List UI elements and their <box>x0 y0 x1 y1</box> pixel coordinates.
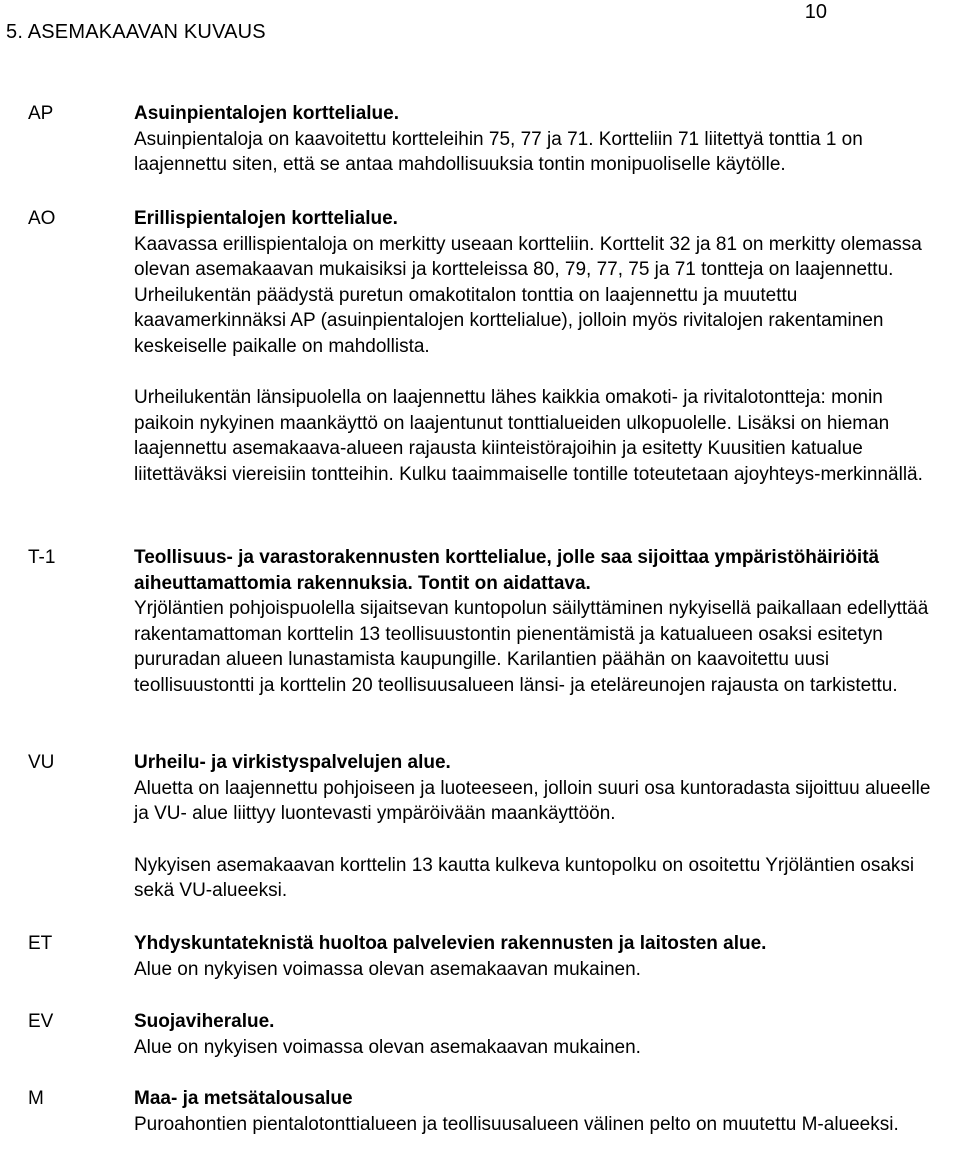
paragraph: Alue on nykyisen voimassa olevan asemakaavan mukainen. <box>134 958 641 980</box>
paragraph: Yrjöläntien pohjoispuolella sijaitsevan kuntopolun säilyttäminen nykyisellä paikallaan edellyttää rakentamattoman korttelin 13 teollisuustontin pienentämistä ja katualueen osaksi esitetyn pururadan alueen lunastamista kaupungille. Karilantien päähän on kaavoitettu uusi teollisuustontti ja korttelin 20 teollisuusalueen länsi- ja eteläreunojen rajausta on tarkistettu. <box>134 598 929 696</box>
paragraph: Puroahontien pientalotonttialueen ja teollisuusalueen välinen pelto on muutettu M-alueeksi. <box>134 1113 899 1135</box>
section-ap <box>134 101 934 178</box>
section-title: Erillispientalojen korttelialue. <box>134 208 398 229</box>
paragraph: Aluetta on laajennettu pohjoiseen ja luoteeseen, jolloin suuri osa kuntoradasta sijoittuu alueelle ja VU- alue liittyy luontevasti ympäröivään maankäyttöön. <box>134 777 931 824</box>
section-title: Maa- ja metsätalousalue <box>134 1088 353 1109</box>
zone-code-vu: VU <box>28 752 55 773</box>
section-ev <box>134 1009 934 1060</box>
section-title: Urheilu- ja virkistyspalvelujen alue. <box>134 752 451 773</box>
paragraph: Asuinpientaloja on kaavoitettu kortteleihin 75, 77 ja 71. Kortteliin 71 liitettyä tonttia 1 on laajennettu siten, että se antaa mahdollisuuksia tontin monipuoliselle käytölle. <box>134 128 863 175</box>
section-title: Yhdyskuntateknistä huoltoa palvelevien rakennusten ja laitosten alue. <box>134 933 767 954</box>
section-ao <box>134 206 934 487</box>
paragraph: Urheilukentän länsipuolella on laajennettu lähes kaikkia omakoti- ja rivitalotontteja: monin paikoin nykyinen maankäyttö on laajentunut tonttialueiden ulkopuolelle. Lisäksi on hieman laajennettu asemakaava-alueen rajausta kiinteistörajoihin ja esitetty Kuusitien katualue liitettäväksi viereisiin tontteihin. Kulku taaimmaiselle tontille toteutetaan ajoyhteys-merkinnällä. <box>134 387 923 485</box>
page-number: 10 <box>804 1 827 23</box>
section-title: Suojaviheralue. <box>134 1011 275 1032</box>
section-et <box>134 931 934 982</box>
section-title: Teollisuus- ja varastorakennusten korttelialue, jolle saa sijoittaa ympäristöhäiriöitä aiheuttamattomia rakennuksia. Tontit on aidattava. <box>134 547 880 594</box>
zone-code-ap: AP <box>28 103 54 124</box>
paragraph: Alue on nykyisen voimassa olevan asemakaavan mukainen. <box>134 1036 641 1058</box>
zone-code-m: M <box>28 1088 44 1109</box>
paragraph: Kaavassa erillispientaloja on merkitty useaan kortteliin. Korttelit 32 ja 81 on merkitty olemassa olevan asemakaavan mukaisiksi ja kortteleissa 80, 79, 77, 75 ja 71 tontteja on laajennettu. Urheilukentän päädystä puretun omakotitalon tonttia on laajennettu ja muutettu kaavamerkinnäksi AP (asuinpientalojen korttelialue), jolloin myös rivitalojen rakentaminen keskeiselle paikalle on mahdollista. <box>134 233 922 357</box>
section-heading: 5. ASEMAKAAVAN KUVAUS <box>6 21 266 43</box>
zone-code-ev: EV <box>28 1011 54 1032</box>
zone-code-et: ET <box>28 933 53 954</box>
zone-code-ao: AO <box>28 208 56 229</box>
section-m <box>134 1086 934 1137</box>
section-t1 <box>134 545 934 698</box>
section-vu <box>134 750 934 904</box>
zone-code-t1: T-1 <box>28 547 56 568</box>
section-title: Asuinpientalojen korttelialue. <box>134 103 399 124</box>
paragraph: Nykyisen asemakaavan korttelin 13 kautta kulkeva kuntopolku on osoitettu Yrjöläntien osaksi sekä VU-alueeksi. <box>134 854 915 901</box>
